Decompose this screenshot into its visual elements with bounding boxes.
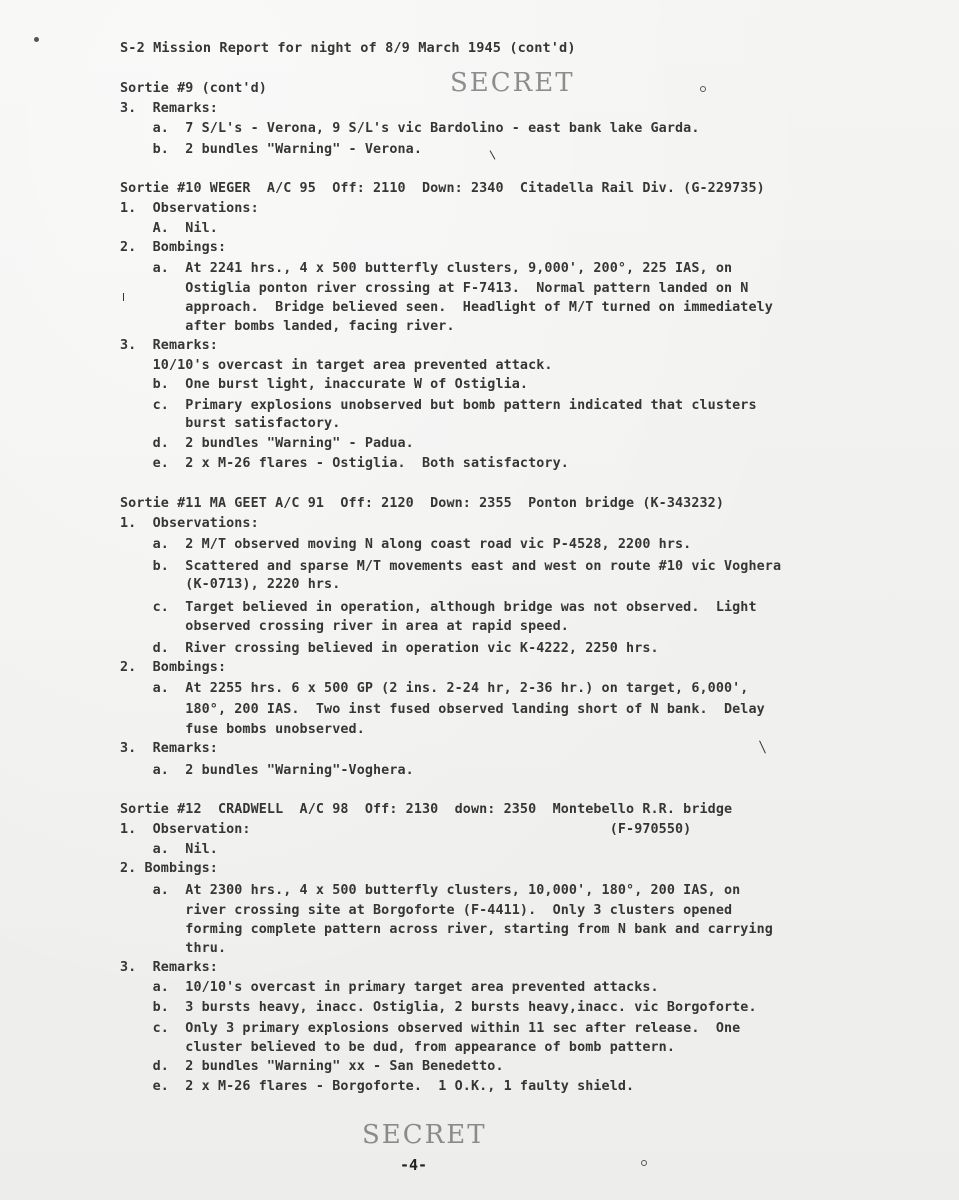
secret-stamp-bottom: SECRET [362,1120,487,1150]
pencil-mark [490,150,496,159]
text-line: 1. Observations: [120,201,259,216]
text-line: a. At 2255 hrs. 6 x 500 GP (2 ins. 2-24 hr, 2-36 hr.) on target, 6,000', [120,681,749,696]
text-line: b. One burst light, inaccurate W of Ostiglia. [120,377,529,392]
text-line: 1. Observations: [120,516,259,531]
text-line: d. 2 bundles "Warning" - Padua. [120,436,414,451]
text-line: approach. Bridge believed seen. Headlight of M/T turned on immediately [120,300,773,315]
text-line: c. Primary explosions unobserved but bomb pattern indicated that clusters [120,398,757,413]
sortie-heading: Sortie #12 CRADWELL A/C 98 Off: 2130 down: 2350 Montebello R.R. bridge [120,802,733,817]
text-line: c. Target believed in operation, although bridge was not observed. Light [120,600,757,615]
text-line: after bombs landed, facing river. [120,319,455,334]
scan-speck [641,1160,647,1166]
text-line: 2. Bombings: [120,660,227,675]
text-line: thru. [120,941,227,956]
text-line: 1. Observation: (F-970550) [120,822,692,837]
text-line: river crossing site at Borgoforte (F-4411). Only 3 clusters opened [120,903,733,918]
sortie-heading: Sortie #11 MA GEET A/C 91 Off: 2120 Down: 2355 Ponton bridge (K-343232) [120,496,724,511]
sortie-heading: Sortie #10 WEGER A/C 95 Off: 2110 Down: 2340 Citadella Rail Div. (G-229735) [120,181,765,196]
text-line: 3. Remarks: [120,338,218,353]
text-line: Sortie #9 (cont'd) [120,81,267,96]
text-line: 3. Remarks: [120,741,218,756]
text-line: (K-0713), 2220 hrs. [120,577,341,592]
text-line: e. 2 x M-26 flares - Ostiglia. Both satisfactory. [120,456,569,471]
text-line: a. 7 S/L's - Verona, 9 S/L's vic Bardolino - east bank lake Garda. [120,121,700,136]
text-line: b. Scattered and sparse M/T movements east and west on route #10 vic Voghera [120,559,782,574]
scan-speck [34,37,39,42]
text-line: a. 2 bundles "Warning"-Voghera. [120,763,414,778]
text-line: d. 2 bundles "Warning" xx - San Benedetto. [120,1059,504,1074]
text-line: 3. Remarks: [120,101,218,116]
pencil-mark [759,740,766,753]
text-line: 2. Bombings: [120,240,227,255]
secret-stamp-top: SECRET [450,68,575,98]
page-number: -4- [400,1156,428,1174]
text-line: observed crossing river in area at rapid speed. [120,619,569,634]
text-line: a. At 2241 hrs., 4 x 500 butterfly clusters, 9,000', 200°, 225 IAS, on [120,261,733,276]
text-line: burst satisfactory. [120,416,341,431]
text-line: 180°, 200 IAS. Two inst fused observed landing short of N bank. Delay [120,702,765,717]
scan-speck [700,86,706,92]
text-line: 2. Bombings: [120,861,218,876]
text-line: e. 2 x M-26 flares - Borgoforte. 1 O.K., 1 faulty shield. [120,1079,635,1094]
text-line: fuse bombs unobserved. [120,722,365,737]
text-line: Ostiglia ponton river crossing at F-7413. Normal pattern landed on N [120,281,749,296]
text-line: cluster believed to be dud, from appearance of bomb pattern. [120,1040,676,1055]
text-line: d. River crossing believed in operation vic K-4222, 2250 hrs. [120,641,659,656]
text-line: a. 10/10's overcast in primary target area prevented attacks. [120,980,659,995]
text-line: A. Nil. [120,221,218,236]
text-line: b. 2 bundles "Warning" - Verona. [120,142,422,157]
text-line: 3. Remarks: [120,960,218,975]
text-line: 10/10's overcast in target area prevented attack. [120,358,553,373]
text-line: b. 3 bursts heavy, inacc. Ostiglia, 2 bursts heavy,inacc. vic Borgoforte. [120,1000,757,1015]
pencil-mark [123,293,124,301]
report-header: S-2 Mission Report for night of 8/9 March 1945 (cont'd) [120,40,576,56]
text-line: a. Nil. [120,842,218,857]
text-line: a. 2 M/T observed moving N along coast road vic P-4528, 2200 hrs. [120,537,692,552]
text-line: c. Only 3 primary explosions observed within 11 sec after release. One [120,1021,741,1036]
text-line: a. At 2300 hrs., 4 x 500 butterfly clusters, 10,000', 180°, 200 IAS, on [120,883,741,898]
text-line: forming complete pattern across river, starting from N bank and carrying [120,922,773,937]
